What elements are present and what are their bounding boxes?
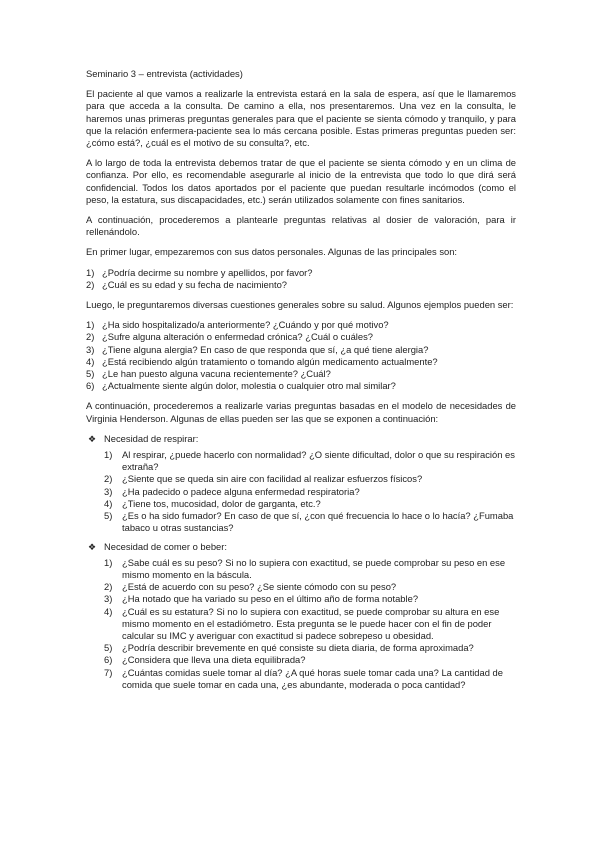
list-item-number: 4) [86,355,95,367]
list-item [104,606,516,643]
list-item [104,449,516,473]
section-heading [86,433,516,445]
diamond-bullet-icon: ❖ [88,541,97,552]
list-item-number: 2) [86,331,95,343]
list-item [86,344,516,356]
list-item-text: ¿Considera que lleva una dieta equilibrada? [122,654,306,666]
list-item [86,368,516,380]
list-item-number: 5) [104,510,113,522]
paragraph-henderson-intro: A continuación, procederemos a realizarle varias preguntas basadas en el modelo de necesidades de Virginia Henderson. Algunas de ellas pueden ser las que se exponen a continuación: [86,400,516,424]
list-item [86,380,516,392]
list-item [104,581,516,593]
list-item-text: ¿Tiene tos, mucosidad, dolor de garganta, etc.? [122,497,321,509]
list-item-text: ¿Podría decirme su nombre y apellidos, por favor? [102,266,313,278]
list-item-text: ¿Ha notado que ha variado su peso en el último año de forma notable? [122,593,419,605]
list-item-text: Al respirar, ¿puede hacerlo con normalidad? ¿O siente dificultad, dolor o que su respiración es extraña? [122,449,515,473]
list-item [86,356,516,368]
list-item-number: 5) [104,642,113,654]
list-item-number: 7) [104,666,113,678]
list-item-text: ¿Le han puesto alguna vacuna recientemente? ¿Cuál? [102,368,331,380]
health-questions-list [86,319,516,392]
list-item-text: ¿Tiene alguna alergia? En caso de que responda que sí, ¿a qué tiene alergia? [102,343,429,355]
paragraph-health-intro: Luego, le preguntaremos diversas cuestiones generales sobre su salud. Algunos ejemplos pueden ser: [86,299,514,311]
list-item-number: 4) [104,497,113,509]
personal-questions-list [86,267,516,291]
list-item-text: ¿Cuál es su edad y su fecha de nacimiento? [102,278,288,290]
list-item-number: 6) [104,654,113,666]
paragraph-confidentiality: A lo largo de toda la entrevista debemos tratar de que el paciente se sienta cómodo y en un clima de confianza. Por ello, es recomendable asegurarle al inicio de la entrevista que todo lo que dirá será confidencial. Todos los datos aportados por el paciente que puedan resultarle incómodos (como el peso, la estatura, sus discapacidades, etc.) serán utilizados solamente con fines sanitarios. [86,157,516,205]
list-item [104,473,516,485]
list-item-text: ¿Cuál es su estatura? Si no lo supiera con exactitud, se puede comprobar su altura en ese mismo momento en el estadiómetro. Esta pregunta se le puede hacer con el fin de poder calcular su IMC y averiguar con exactitud si padece sobrepeso u obesidad. [122,605,500,641]
page-title: Seminario 3 – entrevista (actividades) [86,68,243,79]
list-item [86,331,516,343]
list-item-number: 2) [104,473,113,485]
breathing-questions-list [104,449,516,534]
list-item-number: 5) [86,368,95,380]
list-item-text: ¿Podría describir brevemente en qué consiste su dieta diaria, de forma aproximada? [122,642,474,654]
list-item [86,267,516,279]
list-item-text: ¿Ha sido hospitalizado/a anteriormente? ¿Cuándo y por qué motivo? [102,319,389,331]
list-item-text: ¿Está recibiendo algún tratamiento o tomando algún medicamento actualmente? [102,355,438,367]
eating-questions-list [104,557,516,691]
list-item-number: 3) [104,593,113,605]
list-item-text: ¿Está de acuerdo con su peso? ¿Se siente cómodo con su peso? [122,581,397,593]
list-item-number: 1) [104,556,113,568]
list-item-text: ¿Sufre alguna alteración o enfermedad crónica? ¿Cuál o cuáles? [102,331,373,343]
list-item-text: ¿Ha padecido o padece alguna enfermedad respiratoria? [122,485,360,497]
document-page [86,68,516,697]
list-item [104,593,516,605]
list-item [104,498,516,510]
list-item-number: 3) [86,343,95,355]
list-item [104,667,516,691]
list-item [104,510,516,534]
list-item-number: 3) [104,485,113,497]
section-breathing [86,433,516,535]
section-heading-text: Necesidad de comer o beber: [104,540,227,552]
list-item-text: ¿Siente que se queda sin aire con facilidad al realizar esfuerzos físicos? [122,473,423,485]
list-item [104,642,516,654]
section-heading [86,541,516,553]
list-item [86,319,516,331]
list-item [104,557,516,581]
list-item-number: 1) [86,266,95,278]
list-item-number: 2) [104,581,113,593]
paragraph-intro: El paciente al que vamos a realizarle la entrevista estará en la sala de espera, así que le llamaremos para que acceda a la consulta. De camino a ella, nos presentaremos. Una vez en la consulta, le haremos unas primeras preguntas generales para que el paciente se sienta cómodo y tranquilo, y para que la relación enfermera-paciente sea lo más cercana posible. Estas primeras preguntas pueden ser: ¿cómo está?, ¿cuál es el motivo de su consulta?, etc. [86,88,516,149]
list-item-text: ¿Sabe cuál es su peso? Si no lo supiera con exactitud, se puede comprobar su peso en ese mismo momento en la báscula. [122,556,506,580]
list-item-text: ¿Es o ha sido fumador? En caso de que sí, ¿con qué frecuencia lo hace o lo hacía? ¿Fumaba tabaco u otras sustancias? [122,510,514,534]
section-eating-drinking [86,541,516,691]
section-heading-text: Necesidad de respirar: [104,432,199,444]
diamond-bullet-icon: ❖ [88,433,97,444]
paragraph-personal-data: En primer lugar, empezaremos con sus datos personales. Algunas de las principales son: [86,246,458,258]
list-item [86,279,516,291]
list-item-number: 6) [86,380,95,392]
list-item-text: ¿Actualmente siente algún dolor, molestia o cualquier otro mal similar? [102,380,396,392]
list-item-text: ¿Cuántas comidas suele tomar al día? ¿A qué horas suele tomar cada una? La cantidad de comida que suele tomar en cada una, ¿es abundante, moderada o poca cantidad? [122,666,503,690]
list-item [104,654,516,666]
list-item-number: 1) [86,319,95,331]
list-item-number: 4) [104,605,113,617]
paragraph-dossier: A continuación, procederemos a plantearle preguntas relativas al dosier de valoración, para ir rellenándolo. [86,214,516,238]
list-item [104,486,516,498]
list-item-number: 1) [104,449,113,461]
list-item-number: 2) [86,278,95,290]
